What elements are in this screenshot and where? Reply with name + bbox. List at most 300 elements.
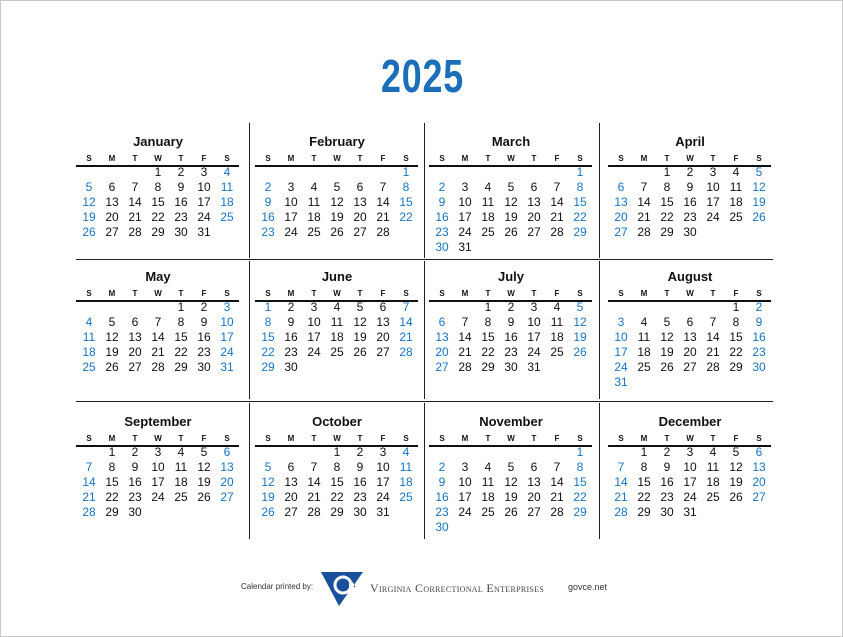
- weekday-header: W: [686, 154, 694, 163]
- day-cell: 3: [310, 300, 318, 314]
- day-cell: 13: [435, 330, 449, 344]
- day-cell: 22: [729, 345, 743, 359]
- day-cell: 3: [709, 165, 717, 179]
- day-cell: 26: [197, 490, 211, 504]
- day-cell: 8: [108, 460, 116, 474]
- day-cell: 5: [507, 180, 515, 194]
- day-cell: 18: [729, 195, 743, 209]
- day-cell: 2: [287, 300, 295, 314]
- weekday-header: S: [224, 289, 230, 298]
- day-cell: 26: [573, 345, 587, 359]
- weekday-header: S: [265, 154, 271, 163]
- day-cell: 4: [709, 445, 717, 459]
- weekday-header: T: [710, 434, 716, 443]
- weekday-header: S: [756, 154, 762, 163]
- weekday-header: S: [756, 289, 762, 298]
- day-cell: 25: [220, 210, 234, 224]
- day-cell: 20: [284, 490, 298, 504]
- day-cell: 6: [108, 180, 116, 194]
- day-cell: 23: [435, 505, 449, 519]
- weekday-header: F: [380, 289, 386, 298]
- day-cell: 18: [220, 195, 234, 209]
- day-cell: 4: [333, 300, 341, 314]
- day-cell: 10: [284, 195, 298, 209]
- day-cell: 2: [200, 300, 208, 314]
- weekday-header: M: [461, 434, 469, 443]
- weekday-header: M: [287, 154, 295, 163]
- weekday-header: S: [86, 154, 92, 163]
- weekday-header: W: [154, 289, 162, 298]
- weekday-header: S: [618, 434, 624, 443]
- day-cell: 2: [438, 180, 446, 194]
- weekday-header: T: [710, 289, 716, 298]
- weekday-header: W: [507, 434, 515, 443]
- day-cell: 18: [550, 330, 564, 344]
- day-cell: 2: [438, 460, 446, 474]
- day-cell: 1: [484, 300, 492, 314]
- day-cell: 7: [617, 460, 625, 474]
- day-cell: 7: [553, 180, 561, 194]
- day-cell: 25: [330, 345, 344, 359]
- column-divider: [424, 123, 425, 258]
- day-cell: 26: [353, 345, 367, 359]
- day-cell: 9: [356, 460, 364, 474]
- day-cell: 23: [435, 225, 449, 239]
- month-title: October: [312, 414, 362, 429]
- weekday-header: T: [178, 289, 184, 298]
- day-cell: 12: [353, 315, 367, 329]
- day-cell: 14: [706, 330, 720, 344]
- weekday-header: S: [265, 434, 271, 443]
- day-cell: 14: [151, 330, 165, 344]
- day-cell: 19: [752, 195, 766, 209]
- day-cell: 26: [504, 505, 518, 519]
- day-cell: 15: [481, 330, 495, 344]
- day-cell: 27: [220, 490, 234, 504]
- day-cell: 23: [752, 345, 766, 359]
- day-cell: 17: [220, 330, 234, 344]
- day-cell: 20: [220, 475, 234, 489]
- day-cell: 24: [706, 210, 720, 224]
- day-cell: 29: [151, 225, 165, 239]
- weekday-header: T: [311, 289, 317, 298]
- day-cell: 13: [105, 195, 119, 209]
- day-cell: 20: [128, 345, 142, 359]
- day-cell: 18: [706, 475, 720, 489]
- day-cell: 7: [154, 315, 162, 329]
- day-cell: 19: [353, 330, 367, 344]
- day-cell: 13: [220, 460, 234, 474]
- weekday-header: T: [132, 434, 138, 443]
- day-cell: 20: [752, 475, 766, 489]
- weekday-header: S: [439, 154, 445, 163]
- day-cell: 19: [729, 475, 743, 489]
- day-cell: 6: [287, 460, 295, 474]
- day-cell: 11: [706, 460, 720, 474]
- day-cell: 12: [197, 460, 211, 474]
- day-cell: 3: [530, 300, 538, 314]
- day-cell: 26: [504, 225, 518, 239]
- day-cell: 28: [128, 225, 142, 239]
- day-cell: 10: [683, 460, 697, 474]
- day-cell: 21: [376, 210, 390, 224]
- weekday-header: F: [554, 289, 560, 298]
- day-cell: 11: [307, 195, 321, 209]
- day-cell: 23: [504, 345, 518, 359]
- day-cell: 10: [307, 315, 321, 329]
- day-cell: 15: [573, 475, 587, 489]
- day-cell: 15: [573, 195, 587, 209]
- day-cell: 22: [261, 345, 275, 359]
- day-cell: 8: [154, 180, 162, 194]
- day-cell: 26: [729, 490, 743, 504]
- day-cell: 16: [435, 210, 449, 224]
- day-cell: 8: [640, 460, 648, 474]
- day-cell: 31: [458, 240, 472, 254]
- day-cell: 14: [550, 475, 564, 489]
- day-cell: 16: [174, 195, 188, 209]
- day-cell: 30: [435, 520, 449, 534]
- day-cell: 11: [637, 330, 651, 344]
- weekday-header: T: [485, 434, 491, 443]
- weekday-header: F: [554, 154, 560, 163]
- organization-name: Virginia Correctional Enterprises: [370, 581, 545, 595]
- weekday-header: M: [461, 289, 469, 298]
- day-cell: 12: [105, 330, 119, 344]
- weekday-header: M: [640, 154, 648, 163]
- day-cell: 5: [356, 300, 364, 314]
- day-cell: 12: [752, 180, 766, 194]
- day-cell: 26: [330, 225, 344, 239]
- day-cell: 28: [151, 360, 165, 374]
- day-cell: 17: [284, 210, 298, 224]
- day-cell: 4: [85, 315, 93, 329]
- day-cell: 18: [307, 210, 321, 224]
- day-cell: 18: [637, 345, 651, 359]
- column-divider: [599, 123, 600, 258]
- weekday-header: T: [710, 154, 716, 163]
- weekday-header: S: [439, 289, 445, 298]
- weekday-header: S: [86, 434, 92, 443]
- day-cell: 13: [128, 330, 142, 344]
- day-cell: 6: [379, 300, 387, 314]
- day-cell: 10: [151, 460, 165, 474]
- day-cell: 13: [353, 195, 367, 209]
- day-cell: 17: [197, 195, 211, 209]
- day-cell: 13: [527, 195, 541, 209]
- day-cell: 2: [264, 180, 272, 194]
- day-cell: 11: [729, 180, 743, 194]
- day-cell: 21: [307, 490, 321, 504]
- day-cell: 5: [732, 445, 740, 459]
- day-cell: 30: [174, 225, 188, 239]
- day-cell: 13: [284, 475, 298, 489]
- day-cell: 5: [663, 315, 671, 329]
- day-cell: 16: [353, 475, 367, 489]
- day-cell: 30: [752, 360, 766, 374]
- day-cell: 30: [683, 225, 697, 239]
- day-cell: 15: [399, 195, 413, 209]
- day-cell: 30: [128, 505, 142, 519]
- day-cell: 18: [481, 210, 495, 224]
- day-cell: 2: [177, 165, 185, 179]
- day-cell: 31: [220, 360, 234, 374]
- weekday-header: M: [108, 434, 116, 443]
- day-cell: 5: [264, 460, 272, 474]
- day-cell: 9: [438, 195, 446, 209]
- weekday-header: F: [201, 154, 207, 163]
- day-cell: 5: [507, 460, 515, 474]
- day-cell: 8: [333, 460, 341, 474]
- day-cell: 20: [353, 210, 367, 224]
- day-cell: 5: [85, 180, 93, 194]
- day-cell: 25: [550, 345, 564, 359]
- weekday-header: S: [439, 434, 445, 443]
- printed-by-label: Calendar printed by:: [241, 582, 314, 591]
- day-cell: 9: [131, 460, 139, 474]
- day-cell: 8: [732, 315, 740, 329]
- day-cell: 3: [686, 445, 694, 459]
- day-cell: 31: [614, 375, 628, 389]
- day-cell: 20: [527, 490, 541, 504]
- day-cell: 27: [353, 225, 367, 239]
- day-cell: 13: [614, 195, 628, 209]
- day-cell: 9: [264, 195, 272, 209]
- day-cell: 21: [458, 345, 472, 359]
- day-cell: 3: [379, 445, 387, 459]
- day-cell: 19: [330, 210, 344, 224]
- day-cell: 20: [683, 345, 697, 359]
- day-cell: 9: [287, 315, 295, 329]
- day-cell: 16: [683, 195, 697, 209]
- day-cell: 12: [330, 195, 344, 209]
- weekday-header: M: [108, 154, 116, 163]
- day-cell: 9: [177, 180, 185, 194]
- weekday-header: W: [686, 434, 694, 443]
- weekday-header: T: [664, 289, 670, 298]
- day-cell: 25: [82, 360, 96, 374]
- day-cell: 27: [683, 360, 697, 374]
- weekday-header: F: [733, 434, 739, 443]
- day-cell: 18: [481, 490, 495, 504]
- day-cell: 28: [307, 505, 321, 519]
- weekday-header: T: [531, 289, 537, 298]
- day-cell: 13: [752, 460, 766, 474]
- day-cell: 2: [755, 300, 763, 314]
- day-cell: 9: [200, 315, 208, 329]
- day-cell: 28: [637, 225, 651, 239]
- day-cell: 10: [706, 180, 720, 194]
- weekday-header: S: [618, 154, 624, 163]
- day-cell: 9: [663, 460, 671, 474]
- day-cell: 1: [576, 445, 584, 459]
- day-cell: 7: [553, 460, 561, 474]
- vce-logo-icon: [321, 572, 363, 606]
- day-cell: 5: [755, 165, 763, 179]
- day-cell: 6: [686, 315, 694, 329]
- weekday-header: S: [86, 289, 92, 298]
- day-cell: 16: [435, 490, 449, 504]
- day-cell: 1: [264, 300, 272, 314]
- day-cell: 10: [376, 460, 390, 474]
- day-cell: 21: [399, 330, 413, 344]
- column-divider: [249, 123, 250, 258]
- day-cell: 25: [729, 210, 743, 224]
- day-cell: 3: [223, 300, 231, 314]
- day-cell: 30: [353, 505, 367, 519]
- day-cell: 29: [261, 360, 275, 374]
- day-cell: 24: [307, 345, 321, 359]
- day-cell: 28: [82, 505, 96, 519]
- day-cell: 20: [435, 345, 449, 359]
- day-cell: 31: [527, 360, 541, 374]
- month-title: November: [479, 414, 543, 429]
- day-cell: 26: [82, 225, 96, 239]
- weekday-header: T: [357, 434, 363, 443]
- day-cell: 27: [105, 225, 119, 239]
- weekday-header: F: [380, 154, 386, 163]
- row-divider: [76, 259, 773, 260]
- column-divider: [424, 403, 425, 539]
- day-cell: 1: [108, 445, 116, 459]
- day-cell: 29: [573, 225, 587, 239]
- day-cell: 7: [310, 460, 318, 474]
- day-cell: 18: [82, 345, 96, 359]
- day-cell: 17: [706, 195, 720, 209]
- day-cell: 26: [660, 360, 674, 374]
- header-underline: [255, 165, 418, 167]
- day-cell: 30: [197, 360, 211, 374]
- day-cell: 19: [504, 490, 518, 504]
- day-cell: 1: [663, 165, 671, 179]
- day-cell: 22: [174, 345, 188, 359]
- day-cell: 25: [481, 505, 495, 519]
- day-cell: 6: [131, 315, 139, 329]
- day-cell: 25: [706, 490, 720, 504]
- day-cell: 14: [458, 330, 472, 344]
- day-cell: 6: [223, 445, 231, 459]
- day-cell: 7: [709, 315, 717, 329]
- day-cell: 29: [174, 360, 188, 374]
- header-underline: [429, 165, 592, 167]
- day-cell: 16: [752, 330, 766, 344]
- weekday-header: T: [531, 154, 537, 163]
- day-cell: 22: [399, 210, 413, 224]
- day-cell: 8: [264, 315, 272, 329]
- day-cell: 2: [663, 445, 671, 459]
- day-cell: 22: [660, 210, 674, 224]
- day-cell: 2: [131, 445, 139, 459]
- day-cell: 14: [614, 475, 628, 489]
- day-cell: 23: [683, 210, 697, 224]
- day-cell: 4: [223, 165, 231, 179]
- weekday-header: M: [461, 154, 469, 163]
- day-cell: 27: [527, 505, 541, 519]
- day-cell: 11: [330, 315, 344, 329]
- day-cell: 14: [376, 195, 390, 209]
- day-cell: 21: [128, 210, 142, 224]
- day-cell: 26: [105, 360, 119, 374]
- weekday-header: F: [380, 434, 386, 443]
- day-cell: 9: [755, 315, 763, 329]
- day-cell: 8: [576, 180, 584, 194]
- weekday-header: S: [224, 434, 230, 443]
- day-cell: 7: [640, 180, 648, 194]
- day-cell: 16: [261, 210, 275, 224]
- day-cell: 28: [706, 360, 720, 374]
- day-cell: 23: [128, 490, 142, 504]
- row-divider: [76, 401, 773, 402]
- day-cell: 29: [637, 505, 651, 519]
- day-cell: 11: [481, 475, 495, 489]
- day-cell: 21: [614, 490, 628, 504]
- day-cell: 12: [261, 475, 275, 489]
- day-cell: 4: [177, 445, 185, 459]
- day-cell: 6: [617, 180, 625, 194]
- day-cell: 24: [458, 505, 472, 519]
- day-cell: 4: [732, 165, 740, 179]
- day-cell: 8: [484, 315, 492, 329]
- day-cell: 11: [399, 460, 413, 474]
- day-cell: 8: [663, 180, 671, 194]
- day-cell: 22: [573, 490, 587, 504]
- month-title: July: [497, 269, 524, 284]
- month-title: September: [124, 414, 192, 429]
- day-cell: 4: [640, 315, 648, 329]
- day-cell: 19: [105, 345, 119, 359]
- day-cell: 1: [640, 445, 648, 459]
- day-cell: 28: [376, 225, 390, 239]
- day-cell: 17: [683, 475, 697, 489]
- column-divider: [424, 261, 425, 399]
- weekday-header: T: [357, 154, 363, 163]
- day-cell: 30: [504, 360, 518, 374]
- day-cell: 23: [197, 345, 211, 359]
- weekday-header: T: [311, 154, 317, 163]
- day-cell: 24: [458, 225, 472, 239]
- day-cell: 21: [82, 490, 96, 504]
- day-cell: 22: [481, 345, 495, 359]
- day-cell: 14: [550, 195, 564, 209]
- weekday-header: T: [485, 154, 491, 163]
- day-cell: 4: [553, 300, 561, 314]
- weekday-header: W: [507, 289, 515, 298]
- month-title: March: [491, 134, 531, 149]
- day-cell: 3: [617, 315, 625, 329]
- day-cell: 15: [151, 195, 165, 209]
- weekday-header: S: [224, 154, 230, 163]
- day-cell: 24: [220, 345, 234, 359]
- weekday-header: W: [154, 154, 162, 163]
- day-cell: 11: [481, 195, 495, 209]
- weekday-header: T: [357, 289, 363, 298]
- day-cell: 19: [261, 490, 275, 504]
- day-cell: 21: [706, 345, 720, 359]
- day-cell: 15: [261, 330, 275, 344]
- day-cell: 18: [399, 475, 413, 489]
- day-cell: 17: [151, 475, 165, 489]
- day-cell: 26: [261, 505, 275, 519]
- day-cell: 4: [402, 445, 410, 459]
- day-cell: 21: [637, 210, 651, 224]
- day-cell: 10: [527, 315, 541, 329]
- weekday-header: W: [333, 434, 341, 443]
- day-cell: 27: [752, 490, 766, 504]
- weekday-header: T: [178, 434, 184, 443]
- day-cell: 5: [333, 180, 341, 194]
- day-cell: 6: [530, 180, 538, 194]
- day-cell: 28: [399, 345, 413, 359]
